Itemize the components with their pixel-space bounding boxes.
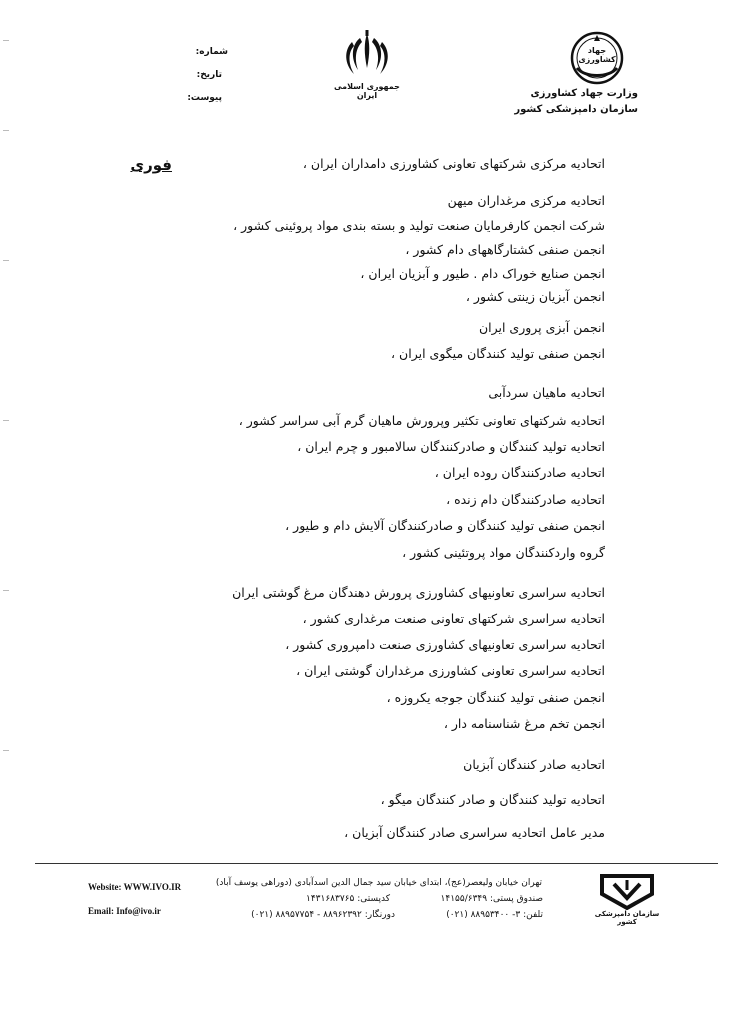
recipient-line: اتحادیه تولید کنندگان و صادرکنندگان سالامبور و چرم ایران ، bbox=[297, 439, 605, 454]
ministry-logo bbox=[567, 30, 627, 86]
scan-edge-mark bbox=[3, 590, 9, 591]
veterinary-org-logo-icon bbox=[596, 872, 658, 910]
recipient-line: انجمن آبزی پروری ایران bbox=[478, 320, 605, 335]
date-label: تاریخ: bbox=[196, 70, 222, 80]
recipient-line: اتحادیه صادرکنندگان دام زنده ، bbox=[446, 492, 605, 507]
emblem-caption: جمهوری اسلامی ایران bbox=[334, 82, 400, 100]
attachment-label: پیوست: bbox=[187, 93, 222, 103]
iran-emblem-icon bbox=[340, 28, 394, 80]
recipient-line: انجمن تخم مرغ شناسنامه دار ، bbox=[443, 716, 605, 731]
ministry-logo-text: جهاد کشاورزی bbox=[578, 46, 616, 64]
veterinary-org-logo-text: سازمان دامپزشکی کشور bbox=[594, 910, 660, 926]
email-text: Email: Info@ivo.ir bbox=[88, 906, 161, 916]
recipient-line: اتحادیه ماهیان سردآبی bbox=[488, 385, 605, 400]
recipient-line: اتحادیه سراسری تعاونی کشاورزی مرغداران گوشتی ایران ، bbox=[296, 663, 605, 678]
phone-text: تلفن: ۳- ۸۸۹۵۳۴۰۰ (۰۲۱) bbox=[446, 910, 543, 920]
recipient-line: شرکت انجمن کارفرمایان صنعت تولید و بسته بندی مواد پروئینی کشور ، bbox=[233, 218, 605, 233]
urgent-label: فوری bbox=[130, 156, 172, 174]
website-text: Website: WWW.IVO.IR bbox=[88, 882, 182, 892]
recipient-line: اتحادیه صادر کنندگان آبزیان bbox=[463, 757, 605, 772]
recipient-line: انجمن صنفی تولید کنندگان و صادرکنندگان آلایش دام و طیور ، bbox=[285, 518, 605, 533]
postal-code-text: کدپستی: ۱۴۳۱۶۸۳۷۶۵ bbox=[306, 894, 390, 904]
scan-edge-mark bbox=[3, 260, 9, 261]
scan-edge-mark bbox=[3, 750, 9, 751]
scan-edge-mark bbox=[3, 130, 9, 131]
recipient-line: اتحادیه سراسری شرکتهای تعاونی صنعت مرغداری کشور ، bbox=[302, 611, 605, 626]
recipient-line: اتحادیه سراسری تعاونیهای کشاورزی پرورش دهندگان مرغ گوشتی ایران bbox=[232, 585, 605, 600]
address-text: تهران خیابان ولیعصر(عج)، ابتدای خیابان سید جمال الدین اسدآبادی (دوراهی یوسف آباد) bbox=[215, 878, 542, 888]
scan-edge-mark bbox=[3, 40, 9, 41]
ministry-name: وزارت جهاد کشاورزی bbox=[530, 88, 638, 99]
recipient-line: اتحادیه صادرکنندگان روده ایران ، bbox=[434, 465, 605, 480]
scan-edge-mark bbox=[3, 420, 9, 421]
po-box-text: صندوق پستی: ۱۴۱۵۵/۶۳۴۹ bbox=[440, 894, 543, 904]
recipient-line: انجمن صنفی کشتارگاههای دام کشور ، bbox=[405, 242, 605, 257]
footer-divider bbox=[35, 863, 718, 864]
fax-text: دورنگار: ۸۸۹۶۲۳۹۲ - ۸۸۹۵۷۷۵۴ (۰۲۱) bbox=[251, 910, 395, 920]
organization-name: سازمان دامپزشکی کشور bbox=[514, 104, 638, 115]
recipient-line: انجمن آبزیان زینتی کشور ، bbox=[465, 289, 605, 304]
recipient-line: اتحادیه مرکزی شرکتهای تعاونی کشاورزی دامداران ایران ، bbox=[302, 156, 605, 171]
number-label: شماره: bbox=[195, 47, 228, 57]
recipient-line: اتحادیه شرکتهای تعاونی تکثیر وپرورش ماهیان گرم آبی سراسر کشور ، bbox=[238, 413, 605, 428]
recipient-line: اتحادیه مرکزی مرغداران میهن bbox=[447, 193, 605, 208]
recipient-line: اتحادیه سراسری تعاونیهای کشاورزی صنعت دامپروری کشور ، bbox=[285, 637, 605, 652]
recipient-line: انجمن صنایع خوراک دام . طیور و آبزیان ایران ، bbox=[360, 266, 605, 281]
recipient-line: انجمن صنفی تولید کنندگان جوجه یکروزه ، bbox=[386, 690, 605, 705]
recipient-line: انجمن صنفی تولید کنندگان میگوی ایران ، bbox=[391, 346, 605, 361]
recipient-line: اتحادیه تولید کنندگان و صادر کنندگان میگو ، bbox=[380, 792, 605, 807]
recipient-line: مدیر عامل اتحادیه سراسری صادر کنندگان آبزیان ، bbox=[344, 825, 605, 840]
recipient-line: گروه واردکنندگان مواد پروتئینی کشور ، bbox=[402, 545, 605, 560]
